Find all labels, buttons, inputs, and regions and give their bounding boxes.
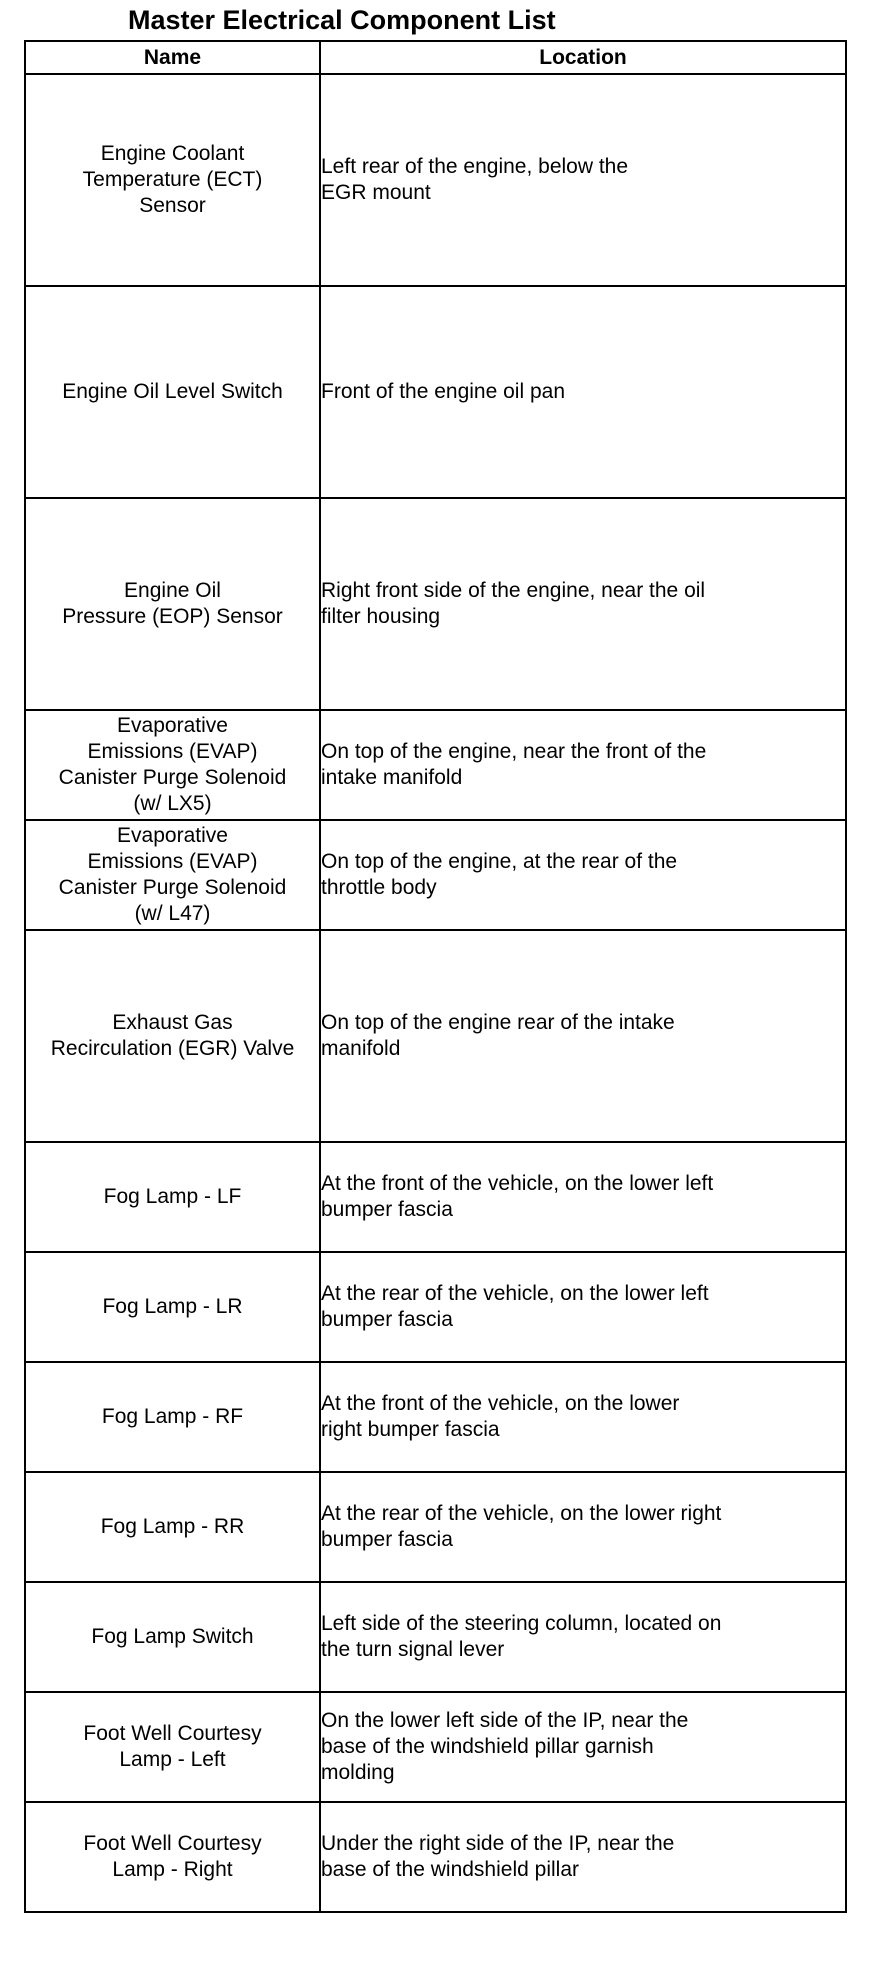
- table-row: [25, 286, 846, 498]
- table-row: [25, 74, 846, 286]
- component-location-cell: [320, 1582, 846, 1692]
- column-header-location: Location: [320, 41, 846, 74]
- component-location-cell: [320, 286, 846, 498]
- component-location: At the front of the vehicle, on the lower right bumper fascia: [321, 1392, 680, 1441]
- component-location: Left rear of the engine, below the EGR mount: [321, 155, 629, 204]
- component-name: Fog Lamp - LR: [102, 1295, 243, 1318]
- component-location-cell: [320, 1692, 846, 1802]
- table-row: [25, 498, 846, 710]
- table-row: [25, 820, 846, 930]
- component-location: On top of the engine, at the rear of the throttle body: [321, 850, 678, 899]
- component-name-cell: [25, 1142, 320, 1252]
- component-location: Left side of the steering column, located on the turn signal lever: [321, 1612, 722, 1661]
- component-location: At the front of the vehicle, on the lower left bumper fascia: [321, 1172, 714, 1221]
- component-location-cell: [320, 1802, 846, 1912]
- table-row: [25, 1252, 846, 1362]
- component-location: Under the right side of the IP, near the base of the windshield pillar: [321, 1832, 675, 1881]
- component-name-cell: [25, 1362, 320, 1472]
- component-name: Engine Oil Level Switch: [62, 380, 283, 403]
- table-row: [25, 1582, 846, 1692]
- component-location-cell: [320, 498, 846, 710]
- table-row: [25, 1142, 846, 1252]
- component-location: On top of the engine rear of the intake manifold: [321, 1011, 675, 1060]
- component-name-cell: [25, 930, 320, 1142]
- table-row: [25, 1472, 846, 1582]
- component-name: Fog Lamp - RR: [100, 1515, 245, 1538]
- component-name: Fog Lamp Switch: [91, 1625, 254, 1648]
- component-name-cell: [25, 498, 320, 710]
- component-name: Fog Lamp - LF: [103, 1185, 242, 1208]
- component-location-cell: [320, 74, 846, 286]
- component-name: Exhaust Gas Recirculation (EGR) Valve: [50, 1011, 295, 1060]
- table-row: [25, 1802, 846, 1912]
- component-location-cell: [320, 710, 846, 820]
- component-location-cell: [320, 930, 846, 1142]
- table-row: [25, 710, 846, 820]
- component-name: Fog Lamp - RF: [101, 1405, 244, 1428]
- component-location: Front of the engine oil pan: [321, 380, 566, 403]
- component-name: Evaporative Emissions (EVAP) Canister Purge Solenoid (w/ LX5): [58, 714, 287, 815]
- component-table: [24, 40, 847, 1913]
- component-name: Engine Oil Pressure (EOP) Sensor: [62, 579, 283, 628]
- table-header-row: [25, 41, 846, 74]
- component-name-cell: [25, 710, 320, 820]
- component-name-cell: [25, 1692, 320, 1802]
- component-name: Foot Well Courtesy Lamp - Right: [83, 1832, 262, 1881]
- component-name: Foot Well Courtesy Lamp - Left: [83, 1722, 262, 1771]
- component-location-cell: [320, 1362, 846, 1472]
- component-location-cell: [320, 820, 846, 930]
- component-location-cell: [320, 1142, 846, 1252]
- component-name: Engine Coolant Temperature (ECT) Sensor: [82, 142, 263, 217]
- component-name-cell: [25, 1802, 320, 1912]
- component-location: On top of the engine, near the front of the intake manifold: [321, 740, 707, 789]
- component-location-cell: [320, 1252, 846, 1362]
- component-name-cell: [25, 1582, 320, 1692]
- table-row: [25, 930, 846, 1142]
- component-name-cell: [25, 1472, 320, 1582]
- table-row: [25, 1692, 846, 1802]
- component-location-cell: [320, 1472, 846, 1582]
- column-header-name: Name: [25, 41, 320, 74]
- component-name-cell: [25, 286, 320, 498]
- component-location: At the rear of the vehicle, on the lower left bumper fascia: [321, 1282, 709, 1331]
- component-name: Evaporative Emissions (EVAP) Canister Purge Solenoid (w/ L47): [58, 824, 287, 925]
- component-location: Right front side of the engine, near the oil filter housing: [321, 579, 706, 628]
- component-location: At the rear of the vehicle, on the lower right bumper fascia: [321, 1502, 722, 1551]
- table-row: [25, 1362, 846, 1472]
- component-name-cell: [25, 820, 320, 930]
- page-title: Master Electrical Component List: [128, 5, 556, 35]
- component-name-cell: [25, 74, 320, 286]
- component-location: On the lower left side of the IP, near the base of the windshield pillar garnish molding: [321, 1709, 689, 1784]
- component-name-cell: [25, 1252, 320, 1362]
